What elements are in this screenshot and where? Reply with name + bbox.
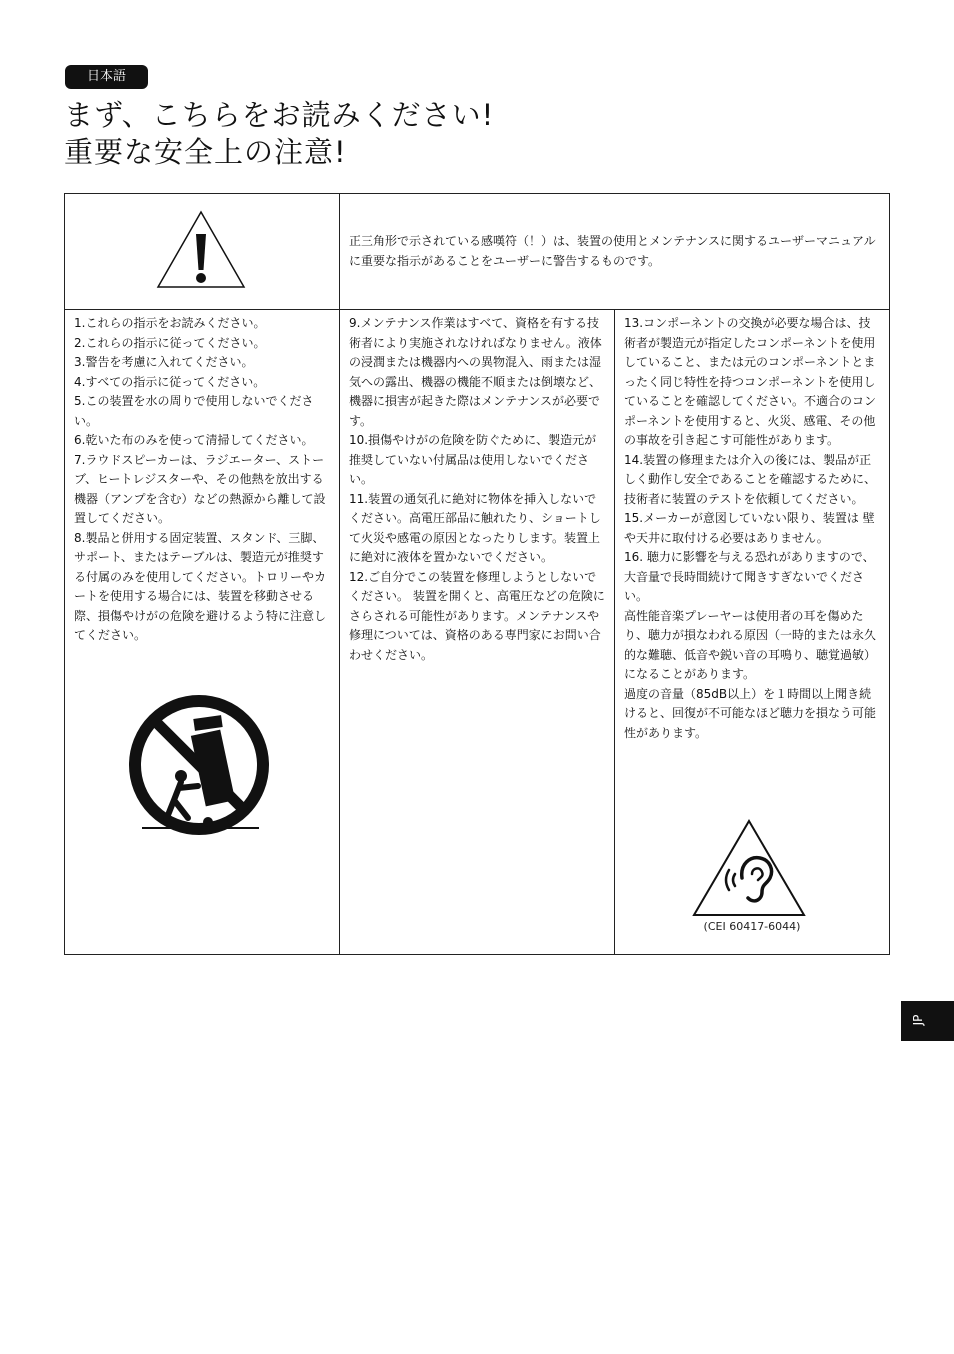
instruction-4: 4.すべての指示に従ってください。 <box>74 374 266 389</box>
page-title <box>64 97 494 171</box>
instructions-column-3 <box>624 314 882 743</box>
symbol-explanation-text: 正三角形で示されている感嘆符（！）は、装置の使用とメンテナンスに関するユーザーマニュアルに重要な指示があることをユーザーに警告するものです。 <box>349 234 876 268</box>
hearing-damage-warning-icon <box>692 818 806 918</box>
hearing-symbol-caption: (CEI 60417-6044) <box>703 920 801 933</box>
symbol-explanation <box>349 232 881 271</box>
exclamation-triangle-icon <box>155 210 247 290</box>
instruction-5: 5.この装置を水の周りで使用しないでください。 <box>74 394 314 428</box>
instructions-column-1 <box>74 314 332 646</box>
instruction-1: 1.これらの指示をお読みください。 <box>74 316 266 330</box>
title-line-1: まず、こちらをお読みください! <box>64 98 495 132</box>
hearing-note: 高性能音楽プレーヤーは使用者の耳を傷めたり、聴力が損なわれる原因（一時的または永久的な難聴、低音や鋭い音の耳鳴り、聴覚過敏）になることがあります。 <box>624 608 877 681</box>
instruction-3: 3.警告を考慮に入れてください。 <box>74 355 254 369</box>
instruction-15: 15.メーカーが意図していない限り、装置は 壁や天井に取付ける必要はありません。 <box>624 511 875 545</box>
divider-horizontal <box>64 309 890 310</box>
instruction-2: 2.これらの指示に従ってください。 <box>74 335 266 350</box>
instructions-column-2 <box>349 314 607 665</box>
title-line-2: 重要な安全上の注意! <box>64 135 347 169</box>
divider-vertical-2 <box>614 310 615 955</box>
language-badge: 日本語 <box>65 65 148 89</box>
instruction-6: 6.乾いた布のみを使って清掃してください。 <box>74 433 314 447</box>
instruction-16: 16. 聴力に影響を与える恐れがありますので、大音量で長時間続けて聞きすぎないでください。 <box>624 550 875 603</box>
instruction-9: 9.メンテナンス作業はすべて、資格を有する技術者により実施されなければなりません。液体の浸潤または機器内への異物混入、雨または湿気への露出、機器の機能不順または倒壊など、機器に損害が起きた際はメンテナンスが必要です。 <box>349 316 602 428</box>
instruction-8: 8.製品と併用する固定装置、スタンド、三脚、サポート、またはテーブルは、製造元が推奨する付属のみを使用してください。トロリーやカートを使用する場合には、装置を移動させる際、損傷やけがの危険を避けるよう特に注意してください。 <box>74 530 327 642</box>
instruction-14: 14.装置の修理または介入の後には、製品が正しく動作し安全であることを確認するために、技術者に装置のテストを依頼してください。 <box>624 452 877 506</box>
instruction-13: 13.コンポーネントの交換が必要な場合は、技術者が製造元が指定したコンポーネントを使用していること、または元のコンポーネントとまったく同じ特性を持つコンポーネントを使用していることを確認してください。不適合のコンポーネントを使用すると、火災、感電、その他の事故を引き起こす可能性があります。 <box>624 316 877 447</box>
cart-tip-over-warning-icon <box>126 692 272 838</box>
instruction-12: 12.ご自分でこの装置を修理しようとしないでください。 装置を開くと、高電圧などの危険にさらされる可能性があります。メンテナンスや修理については、資格のある専門家にお問い合わせください。 <box>349 569 605 662</box>
side-tab-label: JP <box>911 1014 925 1026</box>
volume-note: 過度の音量（85dB以上）を１時間以上聞き続けると、回復が不可能なほど聴力を損なう可能性があります。 <box>624 686 877 740</box>
divider-vertical-1 <box>339 193 340 955</box>
instruction-7: 7.ラウドスピーカーは、ラジエーター、ストーブ、ヒートレジスターや、その他熱を放出する機器（アンプを含む）などの熱源から離して設置してください。 <box>74 452 326 525</box>
instruction-10: 10.損傷やけがの危険を防ぐために、製造元が推奨していない付属品は使用しないでください。 <box>349 433 597 486</box>
instruction-11: 11.装置の通気孔に絶対に物体を挿入しないでください。高電圧部品に触れたり、ショートして火災や感電の原因となったりします。装置上に絶対に液体を置かないでください。 <box>349 491 601 564</box>
language-side-tab <box>901 1001 954 1041</box>
